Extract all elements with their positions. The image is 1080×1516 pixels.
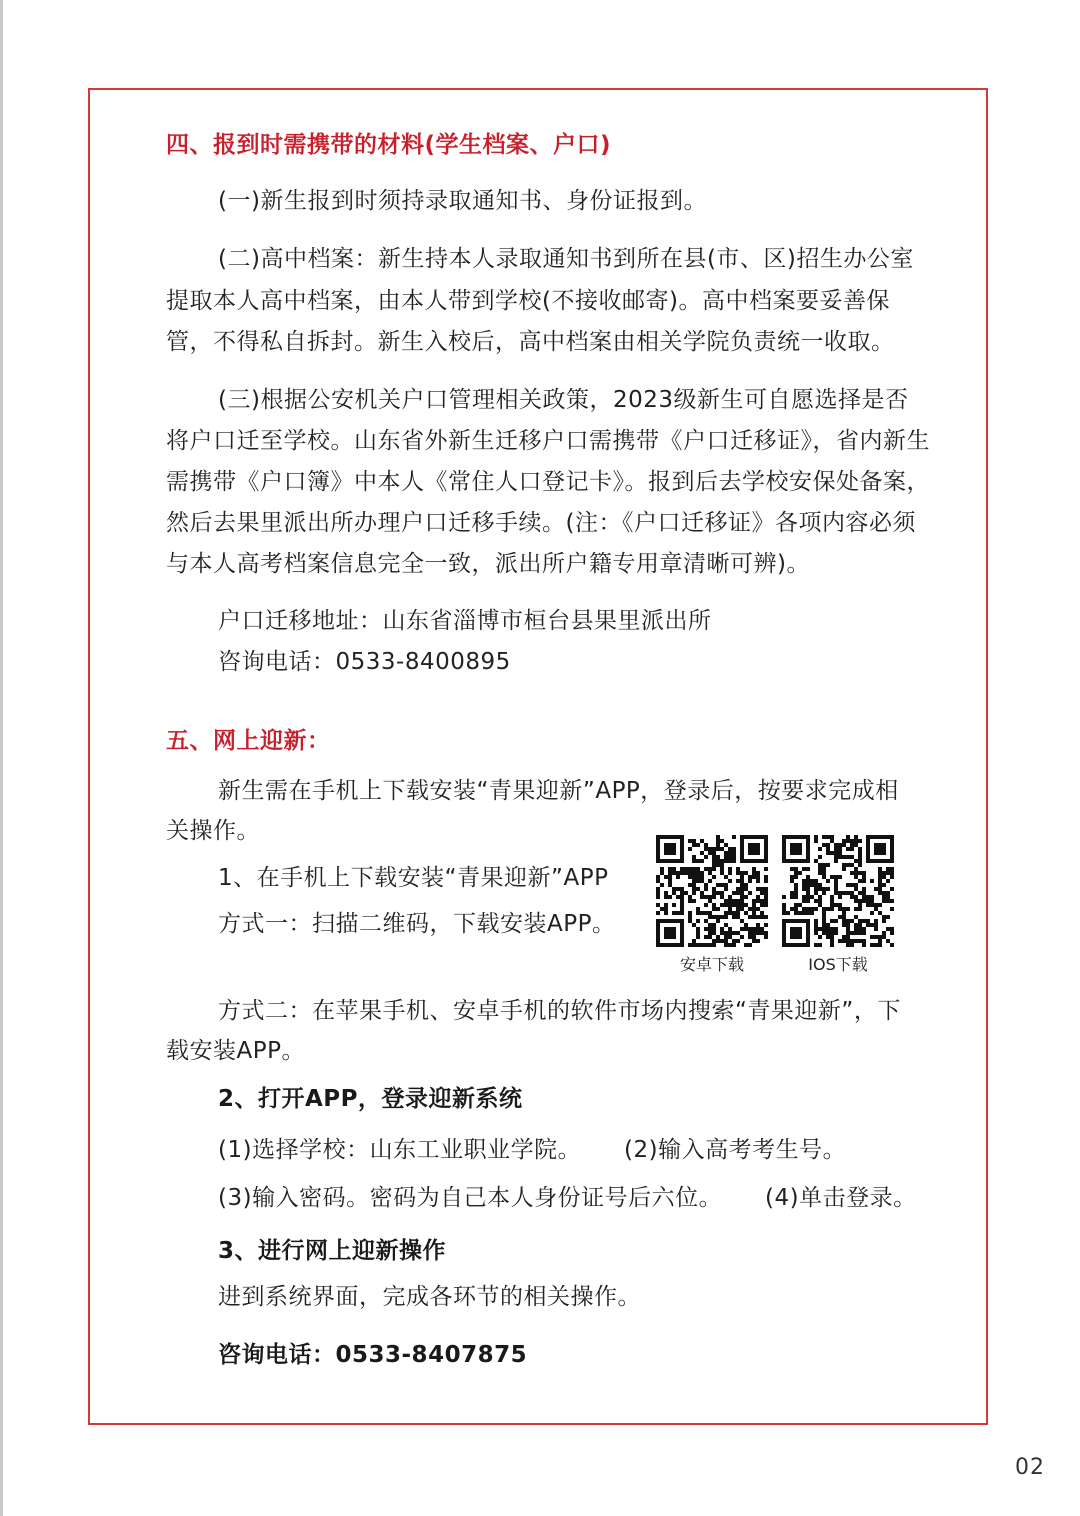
ios-qr-code xyxy=(782,835,894,947)
section5-phone: 咨询电话：0533-8407875 xyxy=(218,1342,528,1368)
step2-choose-school: (1)选择学校：山东工业职业学院。 xyxy=(218,1137,582,1163)
section5-intro-line2: 关操作。 xyxy=(166,818,260,844)
android-qr-code xyxy=(656,835,768,947)
step1-title: 1、在手机上下载安装“青果迎新”APP xyxy=(218,865,609,891)
section4-item1: (一)新生报到时须持录取通知书、身份证报到。 xyxy=(218,188,707,214)
step3-text: 进到系统界面，完成各环节的相关操作。 xyxy=(218,1284,641,1310)
section4-item3-line1: (三)根据公安机关户口管理相关政策，2023级新生可自愿选择是否 xyxy=(218,387,909,413)
section4-item3-line2: 将户口迁至学校。山东省外新生迁移户口需携带《户口迁移证》，省内新生 xyxy=(166,428,930,454)
section4-item2-line2: 提取本人高中档案，由本人带到学校(不接收邮寄)。高中档案要妥善保 xyxy=(166,288,890,314)
section4-phone: 咨询电话：0533-8400895 xyxy=(218,649,511,675)
section5-intro-line1: 新生需在手机上下载安装“青果迎新”APP，登录后，按要求完成相 xyxy=(218,778,899,804)
section4-address: 户口迁移地址：山东省淄博市桓台县果里派出所 xyxy=(218,608,712,634)
step2-title: 2、打开APP，登录迎新系统 xyxy=(218,1086,523,1112)
step3-title: 3、进行网上迎新操作 xyxy=(218,1238,447,1264)
section4-heading: 四、报到时需携带的材料(学生档案、户口) xyxy=(166,132,612,158)
ios-download-label: IOS下载 xyxy=(808,955,868,974)
method2-line2: 载安装APP。 xyxy=(166,1038,305,1064)
step2-enter-exam-number: (2)输入高考考生号。 xyxy=(624,1137,847,1163)
method2-line1: 方式二：在苹果手机、安卓手机的软件市场内搜索“青果迎新”，下 xyxy=(218,998,901,1024)
section4-item3-line5: 与本人高考档案信息完全一致，派出所户籍专用章清晰可辨)。 xyxy=(166,551,810,577)
section4-item3-line4: 然后去果里派出所办理户口迁移手续。(注：《户口迁移证》各项内容必须 xyxy=(166,510,916,536)
section5-heading: 五、网上迎新： xyxy=(166,728,331,754)
step2-click-login: (4)单击登录。 xyxy=(765,1185,917,1211)
step2-enter-password: (3)输入密码。密码为自己本人身份证号后六位。 xyxy=(218,1185,723,1211)
android-download-label: 安卓下载 xyxy=(679,955,744,974)
section4-item2-line3: 管，不得私自拆封。新生入校后，高中档案由相关学院负责统一收取。 xyxy=(166,329,895,355)
method1-text: 方式一：扫描二维码，下载安装APP。 xyxy=(218,911,616,937)
section4-item3-line3: 需携带《户口簿》中本人《常住人口登记卡》。报到后去学校安保处备案， xyxy=(166,469,930,495)
page-number: 02 xyxy=(1015,1455,1045,1480)
page-edge-line xyxy=(0,0,3,1516)
section4-item2-line1: (二)高中档案：新生持本人录取通知书到所在县(市、区)招生办公室 xyxy=(218,246,914,272)
